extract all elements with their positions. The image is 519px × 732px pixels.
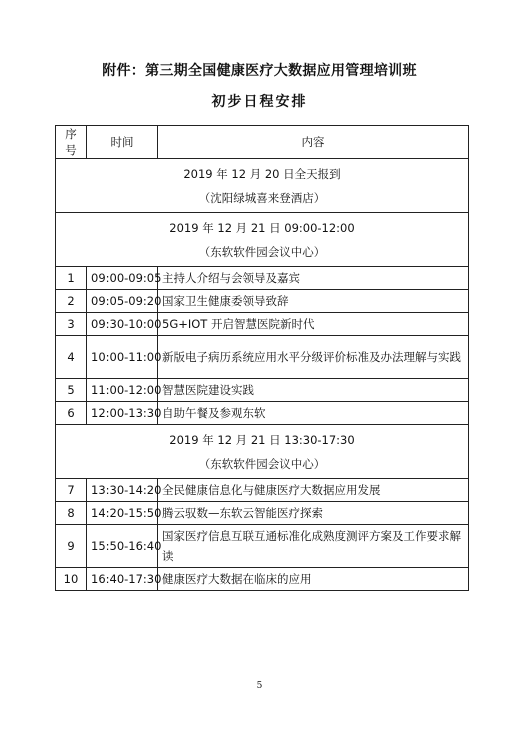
page-number: 5 [256, 681, 263, 691]
row-time: 15:50-16:40 [87, 525, 158, 568]
section-heading: 2019 年 12 月 21 日 13:30-17:30 [169, 432, 355, 447]
row-time: 16:40-17:30 [87, 568, 158, 591]
row-content: 国家卫生健康委领导致辞 [158, 290, 469, 313]
row-content: 新版电子病历系统应用水平分级评价标准及办法理解与实践 [158, 336, 469, 379]
table-row [56, 502, 469, 525]
document-title: 附件：第三期全国健康医疗大数据应用管理培训班 [102, 63, 417, 79]
row-time: 09:30-10:00 [87, 313, 158, 336]
column-header-content: 内容 [158, 126, 469, 159]
section-cell [56, 213, 469, 267]
row-number: 10 [56, 568, 87, 591]
section-heading: 2019 年 12 月 20 日全天报到 [183, 166, 341, 181]
schedule-table [55, 125, 469, 591]
row-time: 11:00-12:00 [87, 379, 158, 402]
section-cell [56, 159, 469, 213]
row-content: 自助午餐及参观东软 [158, 402, 469, 425]
row-number: 4 [56, 336, 87, 379]
table-row [56, 290, 469, 313]
row-number: 2 [56, 290, 87, 313]
row-content: 全民健康信息化与健康医疗大数据应用发展 [158, 479, 469, 502]
row-number: 6 [56, 402, 87, 425]
row-content: 5G+IOT 开启智慧医院新时代 [158, 313, 469, 336]
row-number: 7 [56, 479, 87, 502]
row-number: 9 [56, 525, 87, 568]
row-content: 腾云驭数—东软云智能医疗探索 [158, 502, 469, 525]
table-row [56, 379, 469, 402]
table-row [56, 568, 469, 591]
row-time: 09:05-09:20 [87, 290, 158, 313]
row-time: 13:30-14:20 [87, 479, 158, 502]
row-number: 3 [56, 313, 87, 336]
table-row [56, 267, 469, 290]
section-location: （沈阳绿城喜来登酒店） [198, 190, 326, 205]
row-content: 主持人介绍与会领导及嘉宾 [158, 267, 469, 290]
row-time: 12:00-13:30 [87, 402, 158, 425]
row-time: 09:00-09:05 [87, 267, 158, 290]
table-row [56, 336, 469, 379]
row-content: 智慧医院建设实践 [158, 379, 469, 402]
section-heading: 2019 年 12 月 21 日 09:00-12:00 [169, 220, 355, 235]
row-time: 14:20-15:50 [87, 502, 158, 525]
row-number: 5 [56, 379, 87, 402]
row-time: 10:00-11:00 [87, 336, 158, 379]
document-subtitle: 初步日程安排 [211, 94, 308, 110]
section-location: （东软软件园会议中心） [198, 244, 326, 259]
section-location: （东软软件园会议中心） [198, 456, 326, 471]
table-header-row [56, 126, 469, 159]
row-content: 健康医疗大数据在临床的应用 [158, 568, 469, 591]
section-row [56, 425, 469, 479]
table-row [56, 313, 469, 336]
row-content: 国家医疗信息互联互通标准化成熟度测评方案及工作要求解读 [158, 525, 469, 568]
section-row [56, 159, 469, 213]
table-row [56, 402, 469, 425]
table-row [56, 479, 469, 502]
column-header-time: 时间 [87, 126, 158, 159]
section-row [56, 213, 469, 267]
column-header-number: 序号 [56, 126, 87, 159]
table-row [56, 525, 469, 568]
row-number: 1 [56, 267, 87, 290]
section-cell [56, 425, 469, 479]
row-number: 8 [56, 502, 87, 525]
